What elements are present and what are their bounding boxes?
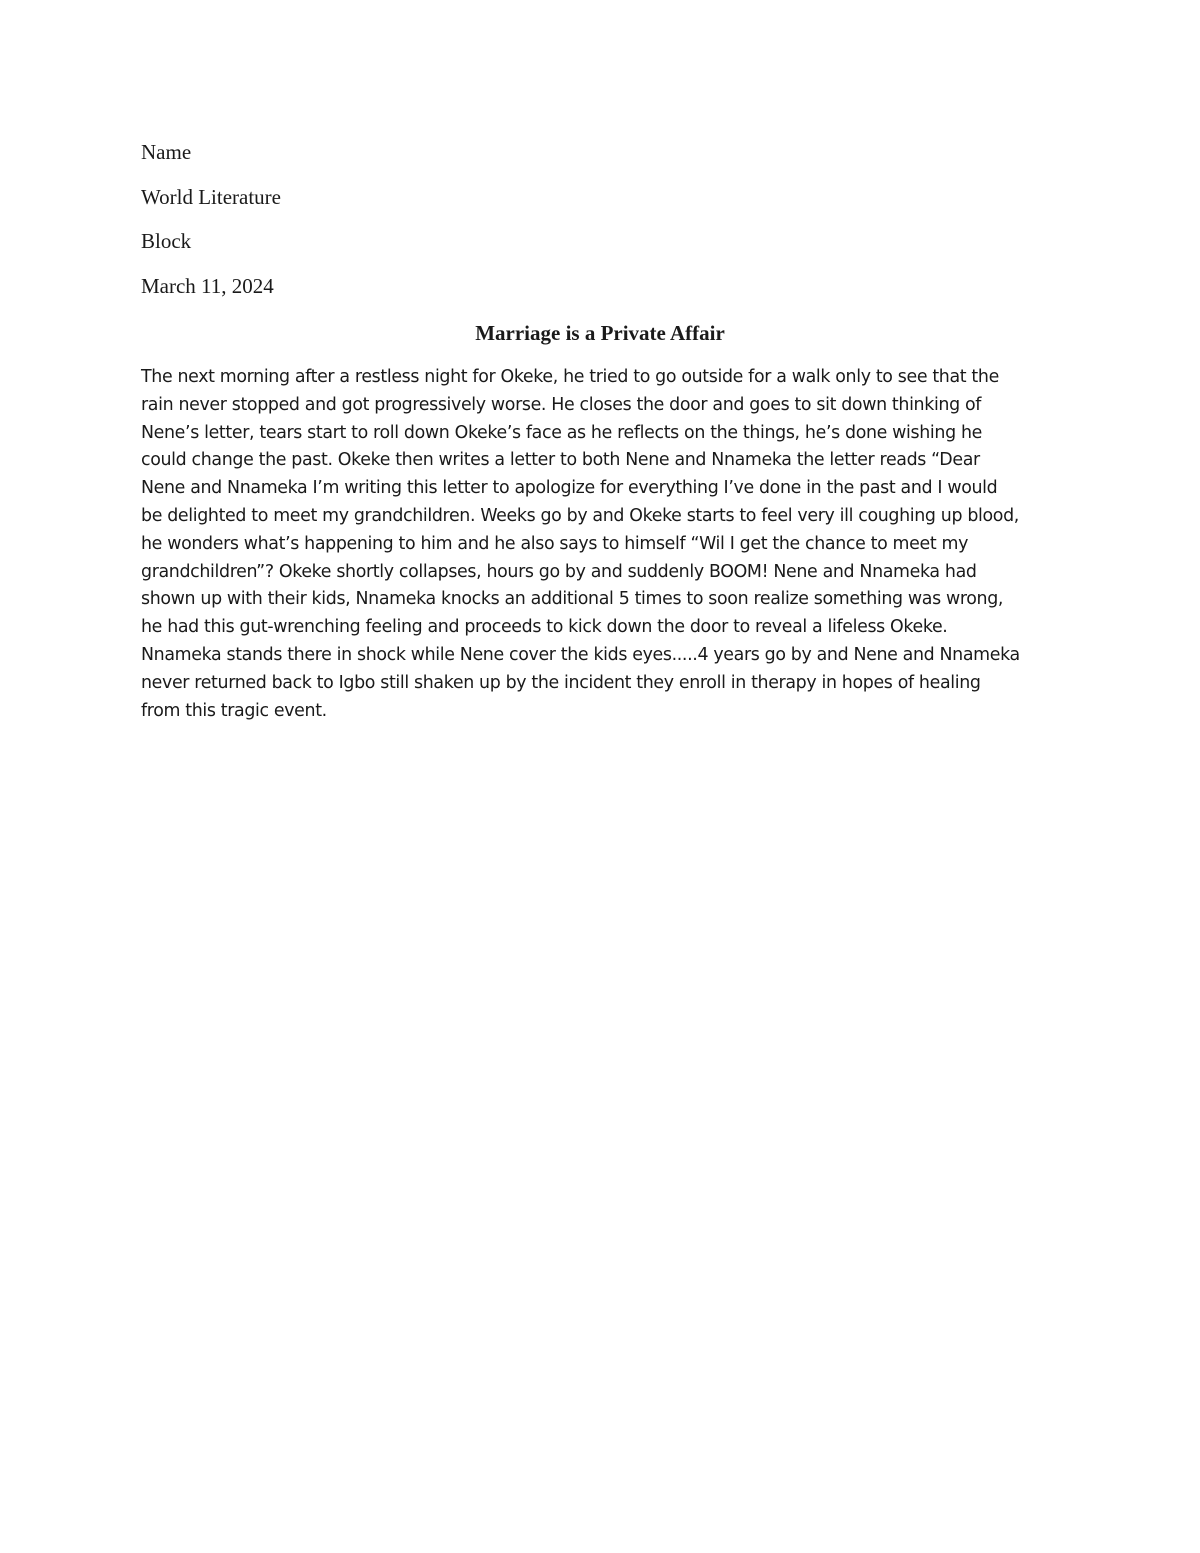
paragraph-line: rain never stopped and got progressively worse. He closes the door and goes to sit down thinking of: [141, 394, 982, 415]
paragraph-line: shown up with their kids, Nnameka knocks an additional 5 times to soon realize something was wrong,: [141, 589, 1004, 610]
paragraph-line: he had this gut-wrenching feeling and proceeds to kick down the door to reveal a lifeless Okeke.: [141, 617, 948, 638]
student-name: Name: [141, 140, 192, 164]
class-block: Block: [141, 229, 192, 253]
paragraph-line: The next morning after a restless night for Okeke, he tried to go outside for a walk only to see that the: [141, 367, 999, 387]
essay-paragraph: [141, 364, 1066, 725]
paragraph-line: from this tragic event.: [141, 700, 327, 721]
course-name: World Literature: [141, 184, 281, 209]
heading-block: [141, 141, 1061, 319]
paragraph-line: never returned back to Igbo still shaken up by the incident they enroll in therapy in hopes of healing: [141, 672, 981, 693]
essay-date: March 11, 2024: [141, 273, 274, 298]
paragraph-line: Nene and Nnameka I’m writing this letter to apologize for everything I’ve done in the past and I would: [141, 478, 998, 499]
essay-title: Marriage is a Private Affair: [475, 321, 725, 345]
paragraph-line: he wonders what’s happening to him and he also says to himself “Wil I get the chance to meet my: [141, 533, 969, 554]
paragraph-line: could change the past. Okeke then writes a letter to both Nene and Nnameka the letter reads “Dear: [141, 450, 980, 471]
paragraph-line: Nene’s letter, tears start to roll down Okeke’s face as he reflects on the things, he’s done wishing he: [141, 422, 982, 443]
paragraph-line: grandchildren”? Okeke shortly collapses, hours go by and suddenly BOOM! Nene and Nnameka had: [141, 561, 977, 582]
paragraph-line: Nnameka stands there in shock while Nene cover the kids eyes.....4 years go by and Nene and Nnameka: [141, 644, 1020, 665]
paragraph-line: be delighted to meet my grandchildren. Weeks go by and Okeke starts to feel very ill coughing up blood,: [141, 505, 1019, 526]
